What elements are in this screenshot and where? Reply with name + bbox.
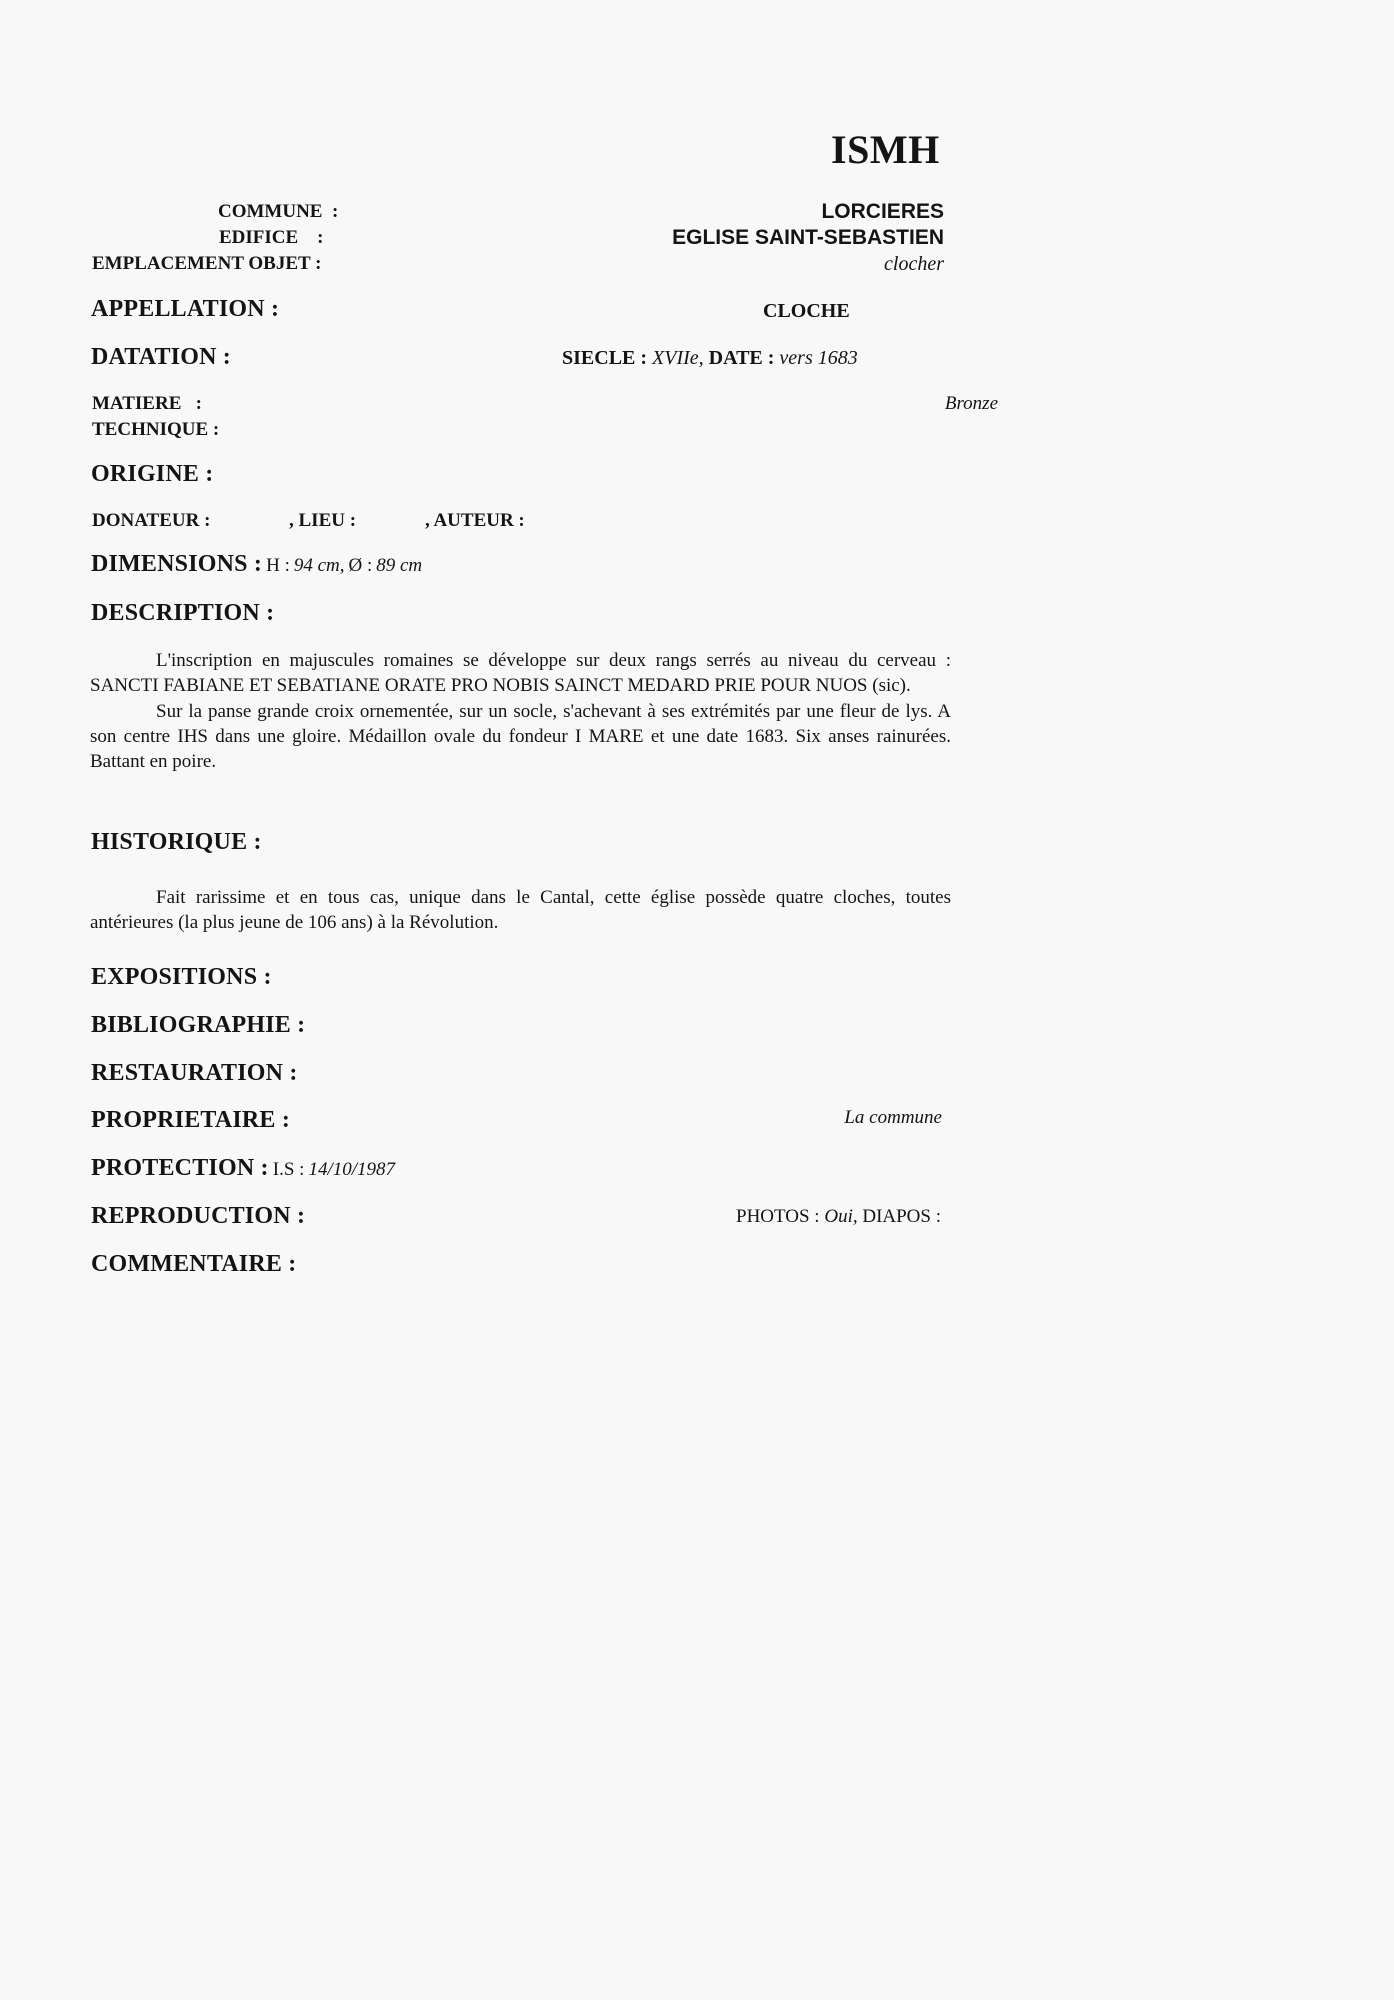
lieu-label: , LIEU : [289, 510, 357, 531]
datation-value [562, 347, 858, 370]
reproduction-label: REPRODUCTION : [91, 1203, 306, 1229]
datation-label: DATATION : [91, 344, 231, 370]
commentaire-label: COMMENTAIRE : [91, 1251, 297, 1277]
emplacement-value: clocher [884, 253, 944, 275]
description-paragraph: L'inscription en majuscules romaines se développe sur deux rangs serrés au niveau du cerveau : SANCTI FABIANE ET SEBATIANE ORATE PRO NOBIS SAINCT MEDARD PRIE POUR NUOS (sic). [90, 650, 951, 697]
diameter-value: 89 cm [376, 555, 423, 576]
photos-value: Oui, [824, 1206, 858, 1227]
commune-value: LORCIERES [821, 200, 944, 223]
diameter-label: Ø : [348, 555, 373, 576]
dimensions-label: DIMENSIONS : [91, 551, 263, 577]
siecle-value: XVIIe, [652, 347, 704, 369]
commune-label: COMMUNE : [218, 201, 339, 222]
appellation-label: APPELLATION : [91, 296, 280, 322]
siecle-label: SIECLE : [562, 347, 648, 369]
expositions-label: EXPOSITIONS : [91, 964, 272, 990]
description-text [90, 648, 951, 774]
historique-label: HISTORIQUE : [91, 829, 262, 855]
ismh-header: ISMH [831, 127, 940, 172]
emplacement-label: EMPLACEMENT OBJET : [92, 253, 322, 274]
protection-date: 14/10/1987 [308, 1159, 395, 1180]
height-label: H : [266, 555, 290, 576]
edifice-label: EDIFICE : [219, 227, 324, 248]
origine-label: ORIGINE : [91, 461, 214, 487]
protection-label: PROTECTION : [91, 1155, 269, 1181]
photos-label: PHOTOS : [736, 1206, 820, 1227]
technique-label: TECHNIQUE : [92, 419, 220, 440]
protection-row [91, 1155, 395, 1182]
height-value: 94 cm, [293, 555, 345, 576]
historique-paragraph: Fait rarissime et en tous cas, unique dans le Cantal, cette église possède quatre cloches, toutes antérieures (la plus jeune de 106 ans) à la Révolution. [90, 887, 951, 934]
donateur-label: DONATEUR : [92, 510, 211, 531]
restauration-label: RESTAURATION : [91, 1060, 298, 1086]
description-label: DESCRIPTION : [91, 600, 275, 626]
protection-is-label: I.S : [272, 1159, 305, 1180]
diapos-label: DIAPOS : [862, 1206, 941, 1227]
matiere-label: MATIERE : [92, 393, 202, 414]
auteur-label: , AUTEUR : [425, 510, 525, 531]
edifice-value: EGLISE SAINT-SEBASTIEN [672, 226, 944, 249]
dimensions-row [91, 551, 422, 578]
description-paragraph: Sur la panse grande croix ornementée, sur un socle, s'achevant à ses extrémités par une fleur de lys. A son centre IHS dans une gloire. Médaillon ovale du fondeur I MARE et une date 1683. Six anses rainurées. Battant en poire. [90, 700, 951, 773]
matiere-value: Bronze [944, 393, 998, 414]
proprietaire-value: La commune [844, 1107, 942, 1128]
historique-text [90, 885, 951, 936]
bibliographie-label: BIBLIOGRAPHIE : [91, 1012, 306, 1038]
reproduction-value [736, 1206, 941, 1228]
proprietaire-label: PROPRIETAIRE : [91, 1107, 291, 1133]
date-label: DATE : [708, 347, 775, 369]
date-value: vers 1683 [779, 347, 858, 369]
appellation-value: CLOCHE [763, 300, 850, 322]
